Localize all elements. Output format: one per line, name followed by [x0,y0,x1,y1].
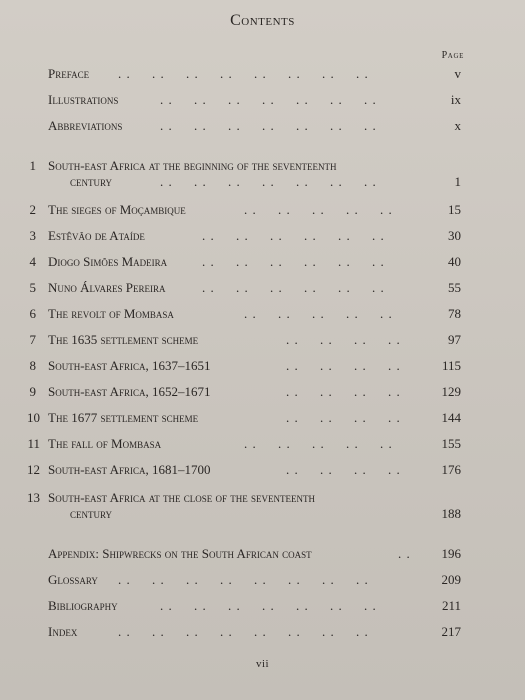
entry-page: 129 [441,384,461,399]
entry-page: 1 [454,174,461,189]
entry-title: Abbreviations [48,118,123,133]
entry-page: 30 [448,228,461,243]
entry-title: Nuno Álvares Pereira [48,280,166,295]
chapter-number: 4 [29,254,36,269]
leader-dots: . . . . . . . . [286,410,401,425]
chapter-number: 9 [29,384,36,399]
entry-title: South-east Africa at the beginning of the seventeenth [48,158,337,173]
leader-dots: . . . . . . . . . . . . . . . . [118,572,369,587]
page-folio: vii [255,658,270,670]
leader-dots: . . . . . . . . [286,332,401,347]
entry-page: 209 [441,572,461,587]
entry-page: 55 [448,280,461,295]
leader-dots: . . . . . . . . . . . . [202,254,385,269]
entry-page: 176 [441,462,461,477]
entry-title: South-east Africa, 1681–1700 [48,462,211,477]
entry-page: v [454,66,461,81]
entry-title: The fall of Mombasa [48,436,162,451]
entry-title: The 1677 settlement scheme [48,410,199,425]
entry-page: 217 [441,624,461,639]
entry-title: Illustrations [48,92,119,107]
entry-page: 211 [441,598,461,613]
chapter-number: 1 [29,158,36,173]
leader-dots: . . . . . . . . . . [244,436,393,451]
leader-dots: . . . . . . . . . . . . . . [160,598,377,613]
entry-title: Diogo Simões Madeira [48,254,168,269]
chapter-number: 2 [29,202,36,217]
entry-page: 40 [448,254,461,269]
entry-title: Glossary [48,572,98,587]
chapter-number: 8 [29,358,36,373]
page-column-header: Page [441,50,464,61]
leader-dots: . . . . . . . . [286,358,401,373]
leader-dots: . . . . . . . . . . . . [202,280,385,295]
entry-title-continued: century [70,506,113,521]
entry-title: The revolt of Mombasa [48,306,174,321]
leader-dots: . . . . . . . . . . . . . . [160,174,377,189]
entry-page: x [454,118,461,133]
leader-dots: . . . . . . . . . . . . . . [160,92,377,107]
leader-dots: . . . . . . . . . . . . . . . . [118,624,369,639]
entry-title-continued: century [70,174,113,189]
leader-dots: . . . . . . . . . . . . . . [160,118,377,133]
entry-title: Appendix: Shipwrecks on the South African coast [48,546,312,561]
entry-title: The 1635 settlement scheme [48,332,199,347]
entry-title: Preface [48,66,90,81]
entry-page: 188 [441,506,461,521]
entry-page: 155 [441,436,461,451]
entry-page: 144 [441,410,461,425]
entry-title: Index [48,624,78,639]
leader-dots: . . . . . . . . [286,462,401,477]
leader-dots: . . . . . . . . . . . . [202,228,385,243]
entry-title: South-east Africa at the close of the seventeenth [48,490,315,505]
entry-page: 97 [448,332,461,347]
entry-page: 196 [441,546,461,561]
chapter-number: 5 [29,280,36,295]
page-title: Contents [230,12,295,29]
leader-dots: . . . . . . . . [286,384,401,399]
entry-title: South-east Africa, 1652–1671 [48,384,211,399]
leader-dots: . . . . . . . . . . . . . . . . [118,66,369,81]
entry-page: 78 [448,306,461,321]
entry-page: ix [450,92,461,107]
entry-title: Estêvão de Ataíde [48,228,145,243]
chapter-number: 13 [27,490,40,505]
chapter-number: 10 [27,410,40,425]
entry-page: 115 [441,358,461,373]
chapter-number: 3 [29,228,36,243]
entry-title: Bibliography [48,598,118,613]
chapter-number: 7 [29,332,36,347]
leader-dots: . . . . . . . . . . [244,306,393,321]
entry-title: The sieges of Moçambique [48,202,186,217]
leader-dots: . . . . . . . . . . [244,202,393,217]
chapter-number: 12 [27,462,40,477]
chapter-number: 11 [27,436,40,451]
chapter-number: 6 [29,306,36,321]
entry-page: 15 [448,202,461,217]
leader-dots: . . [398,546,411,561]
entry-title: South-east Africa, 1637–1651 [48,358,211,373]
